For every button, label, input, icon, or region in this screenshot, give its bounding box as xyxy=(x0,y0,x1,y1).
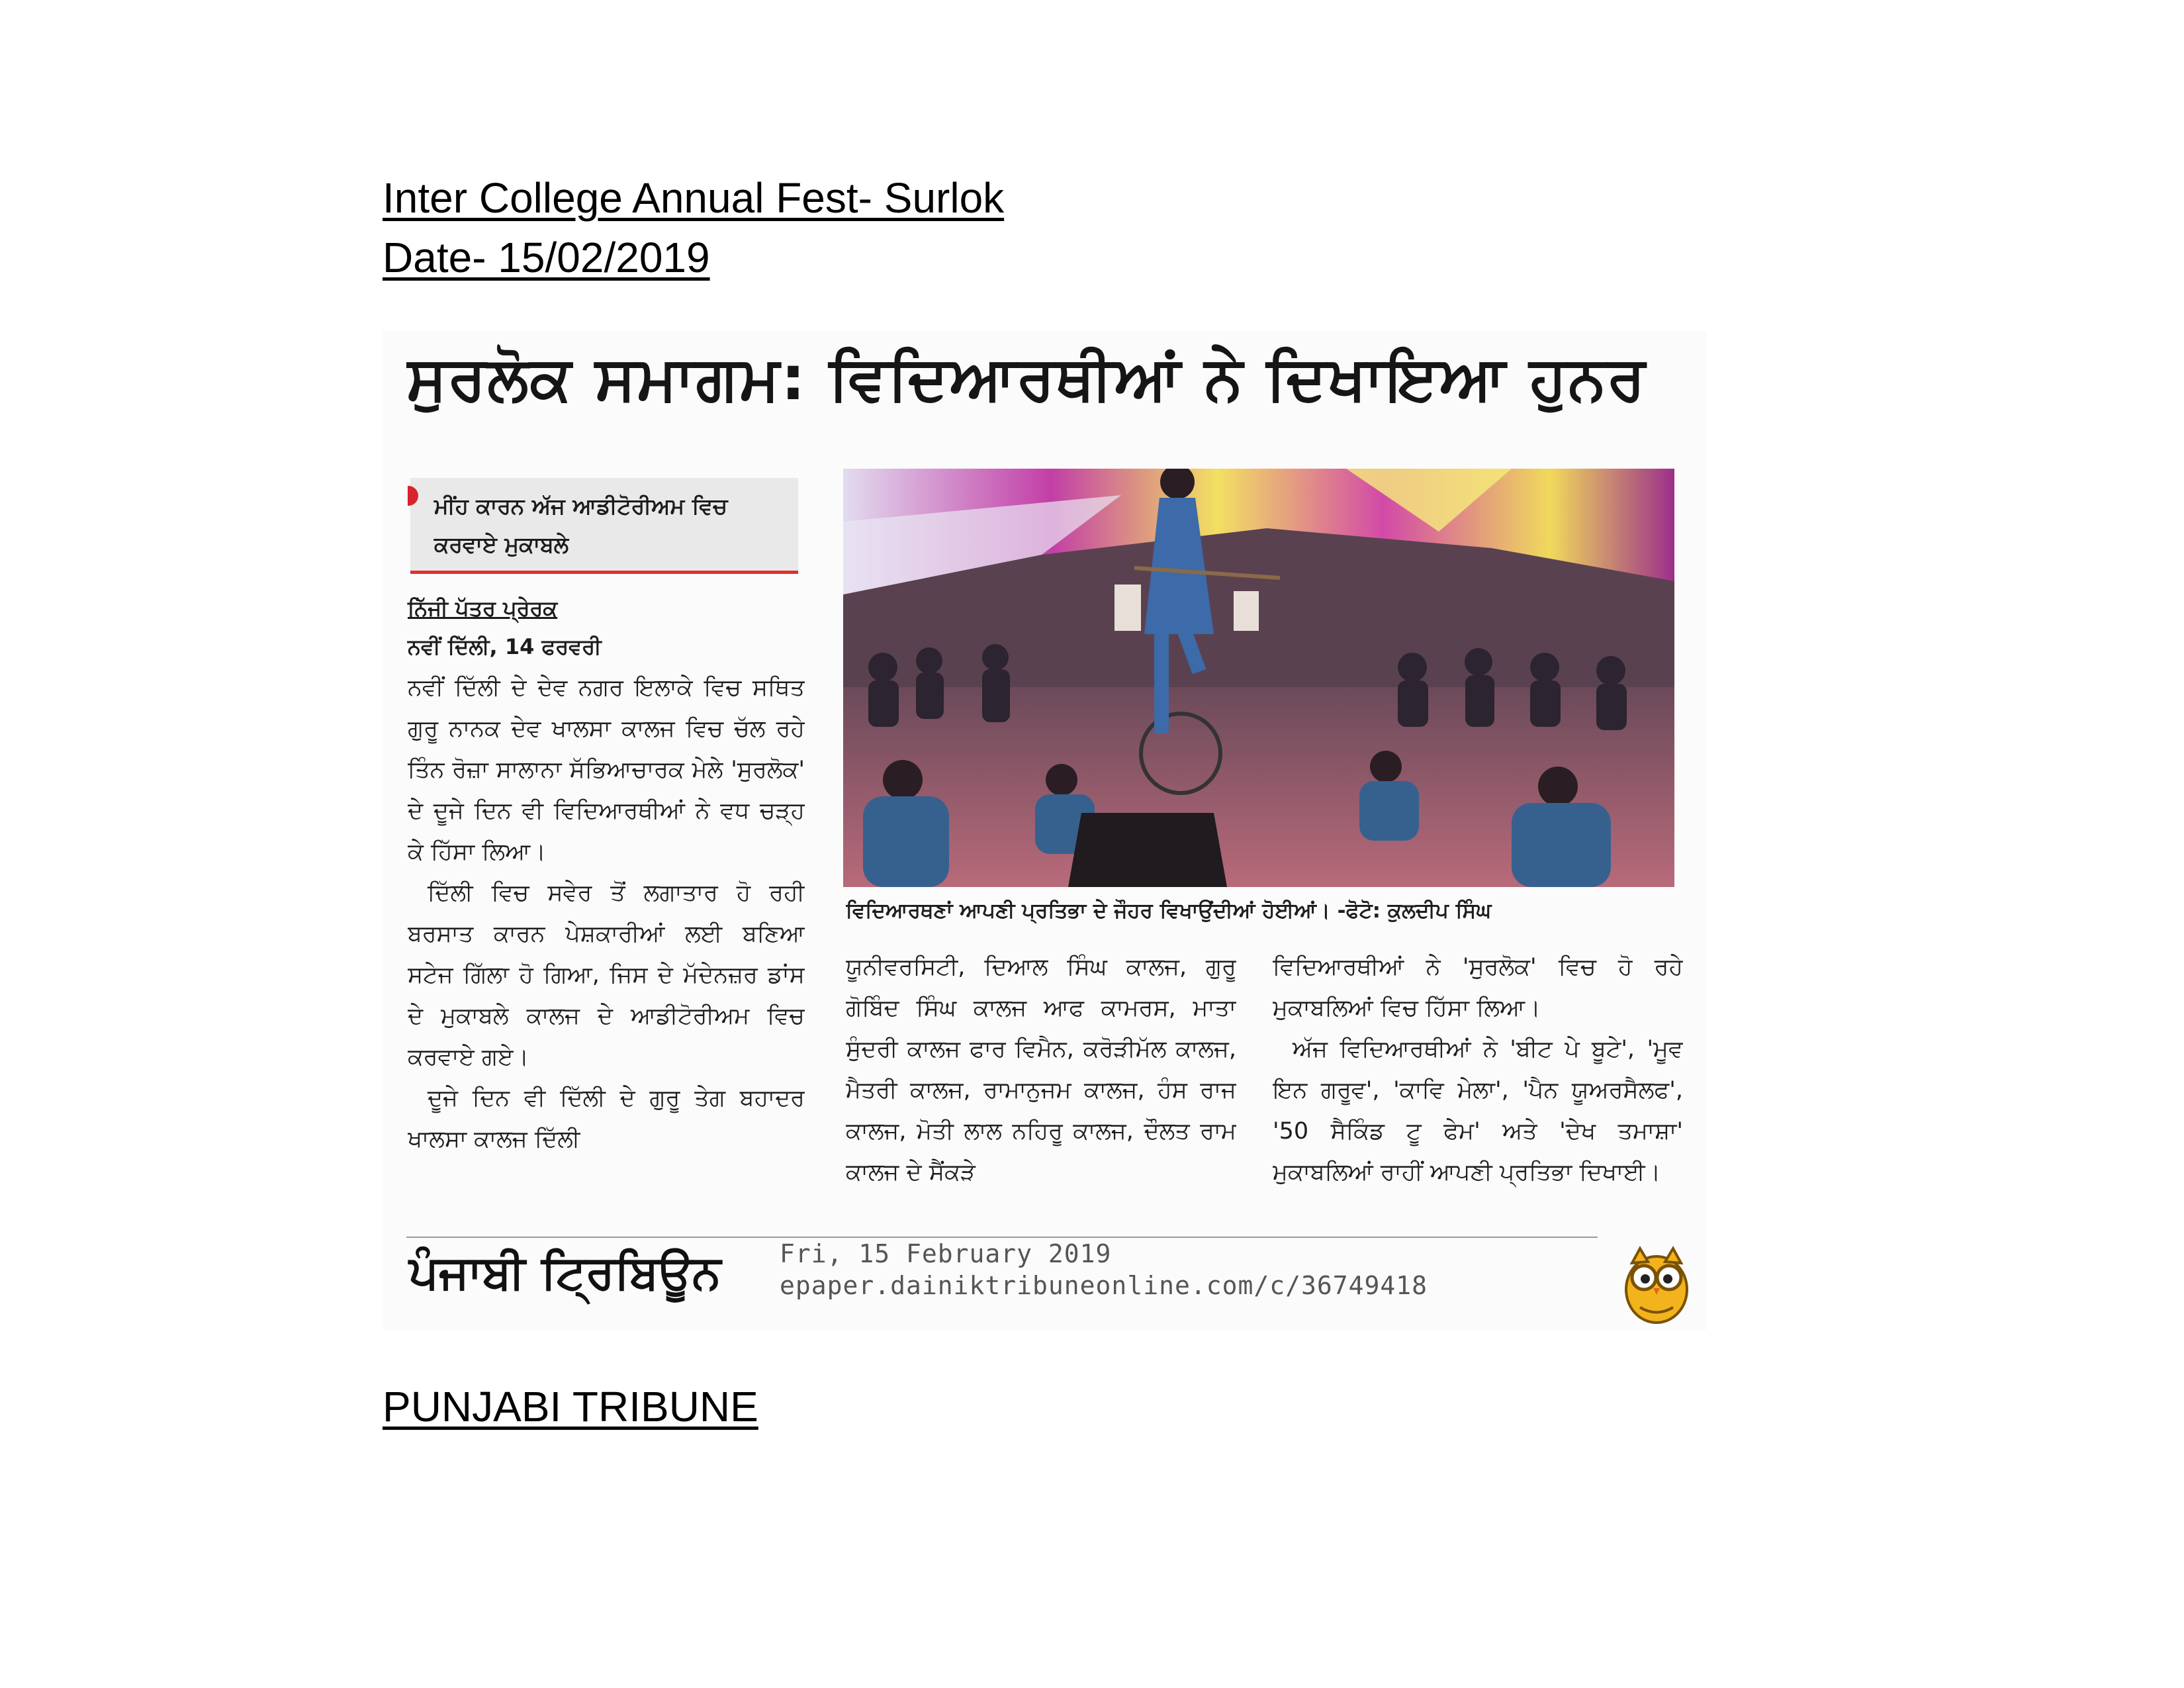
article-highlight xyxy=(410,478,798,574)
newspaper-source: PUNJABI TRIBUNE xyxy=(383,1383,758,1430)
article-column-1 xyxy=(408,667,805,1263)
epaper-url: epaper.dainiktribuneonline.com/c/36749418 xyxy=(780,1271,1428,1300)
article-byline: ਨਿੱਜੀ ਪੱਤਰ ਪ੍ਰੇਰਕ xyxy=(408,596,558,621)
document-title: Inter College Annual Fest- Surlok xyxy=(383,174,1005,222)
footer-divider xyxy=(406,1237,1598,1238)
article-photo xyxy=(843,469,1674,887)
column1-paragraph: ਦਿੱਲੀ ਵਿਚ ਸਵੇਰ ਤੋਂ ਲਗਾਤਾਰ ਹੋ ਰਹੀ ਬਰਸਾਤ ਕਾਰਨ ਪੇਸ਼ਕਾਰੀਆਂ ਲਈ ਬਣਿਆ ਸਟੇਜ ਗਿੱਲਾ ਹੋ ਗਿਆ, ਜਿਸ ਦੇ ਮੱਦੇਨਜ਼ਰ ਡਾਂਸ ਦੇ ਮੁਕਾਬਲੇ ਕਾਲਜ ਦੇ ਆਡੀਟੋਰੀਅਮ ਵਿਚ ਕਰਵਾਏ ਗਏ। xyxy=(408,880,805,1070)
highlight-text: ਮੀਂਹ ਕਾਰਨ ਅੱਜ ਆਡੀਟੋਰੀਅਮ ਵਿਚ ਕਰਵਾਏ ਮੁਕਾਬਲੇ xyxy=(434,493,728,557)
article-column-3 xyxy=(1273,947,1683,1231)
photo-caption: ਵਿਦਿਆਰਥਣਾਂ ਆਪਣੀ ਪ੍ਰਤਿਭਾ ਦੇ ਜੌਹਰ ਵਿਖਾਉਂਦੀਆਂ ਹੋਈਆਂ। -ਫੋਟੋ: ਕੁਲਦੀਪ ਸਿੰਘ xyxy=(846,899,1492,923)
article-dateline: ਨਵੀਂ ਦਿੱਲੀ, 14 ਫਰਵਰੀ xyxy=(408,634,602,659)
document-date: Date- 15/02/2019 xyxy=(383,234,710,281)
newspaper-masthead: ਪੰਜਾਬੀ ਟ੍ਰਿਬਿਊਨ xyxy=(409,1244,721,1299)
epaper-date: Fri, 15 February 2019 xyxy=(780,1239,1112,1268)
column1-paragraph: ਦੂਜੇ ਦਿਨ ਵੀ ਦਿੱਲੀ ਦੇ ਗੁਰੂ ਤੇਗ ਬਹਾਦਰ ਖਾਲਸਾ ਕਾਲਜ ਦਿੱਲੀ xyxy=(408,1085,805,1152)
owl-logo-icon xyxy=(1620,1244,1693,1324)
article-column-2: ਯੂਨੀਵਰਸਿਟੀ, ਦਿਆਲ ਸਿੰਘ ਕਾਲਜ, ਗੁਰੂ ਗੋਬਿੰਦ ਸਿੰਘ ਕਾਲਜ ਆਫ ਕਾਮਰਸ, ਮਾਤਾ ਸੁੰਦਰੀ ਕਾਲਜ ਫਾਰ ਵਿਮੈਨ, ਕਰੋੜੀਮੱਲ ਕਾਲਜ, ਮੈਤਰੀ ਕਾਲਜ, ਰਾਮਾਨੁਜਮ ਕਾਲਜ, ਹੰਸ ਰਾਜ ਕਾਲਜ, ਮੋਤੀ ਲਾਲ ਨਹਿਰੂ ਕਾਲਜ, ਦੌਲਤ ਰਾਮ ਕਾਲਜ ਦੇ ਸੈਂਕੜੇ xyxy=(846,954,1236,1186)
column3-paragraph: ਅੱਜ ਵਿਦਿਆਰਥੀਆਂ ਨੇ 'ਬੀਟ ਪੇ ਬੂਟੇ', 'ਮੂਵ ਇਨ ਗਰੂਵ', 'ਕਾਵਿ ਮੇਲਾ', 'ਪੈਨ ਯੂਅਰਸੈਲਫ', '50 ਸੈਕਿੰਡ ਟੂ ਫੇਮ' ਅਤੇ 'ਦੇਖ ਤਮਾਸ਼ਾ' ਮੁਕਾਬਲਿਆਂ ਰਾਹੀਂ ਆਪਣੀ ਪ੍ਰਤਿਭਾ ਦਿਖਾਈ। xyxy=(1273,1036,1683,1186)
column3-paragraph: ਵਿਦਿਆਰਥੀਆਂ ਨੇ 'ਸੁਰਲੋਕ' ਵਿਚ ਹੋ ਰਹੇ ਮੁਕਾਬਲਿਆਂ ਵਿਚ ਹਿੱਸਾ ਲਿਆ। xyxy=(1273,954,1683,1021)
stage-performance-image xyxy=(843,469,1674,887)
article-headline: ਸੁਰਲੋਕ ਸਮਾਗਮ: ਵਿਦਿਆਰਥੀਆਂ ਨੇ ਦਿਖਾਇਆ ਹੁਨਰ xyxy=(406,343,1647,414)
column1-paragraph: ਨਵੀਂ ਦਿੱਲੀ ਦੇ ਦੇਵ ਨਗਰ ਇਲਾਕੇ ਵਿਚ ਸਥਿਤ ਗੁਰੂ ਨਾਨਕ ਦੇਵ ਖਾਲਸਾ ਕਾਲਜ ਵਿਚ ਚੱਲ ਰਹੇ ਤਿੰਨ ਰੋਜ਼ਾ ਸਾਲਾਨਾ ਸੱਭਿਆਚਾਰਕ ਮੇਲੇ 'ਸੁਰਲੋਕ' ਦੇ ਦੂਜੇ ਦਿਨ ਵੀ ਵਿਦਿਆਰਥੀਆਂ ਨੇ ਵਧ ਚੜ੍ਹ ਕੇ ਹਿੱਸਾ ਲਿਆ। xyxy=(408,675,805,865)
newspaper-clipping xyxy=(383,331,1706,1331)
highlight-marker-icon xyxy=(408,486,418,506)
